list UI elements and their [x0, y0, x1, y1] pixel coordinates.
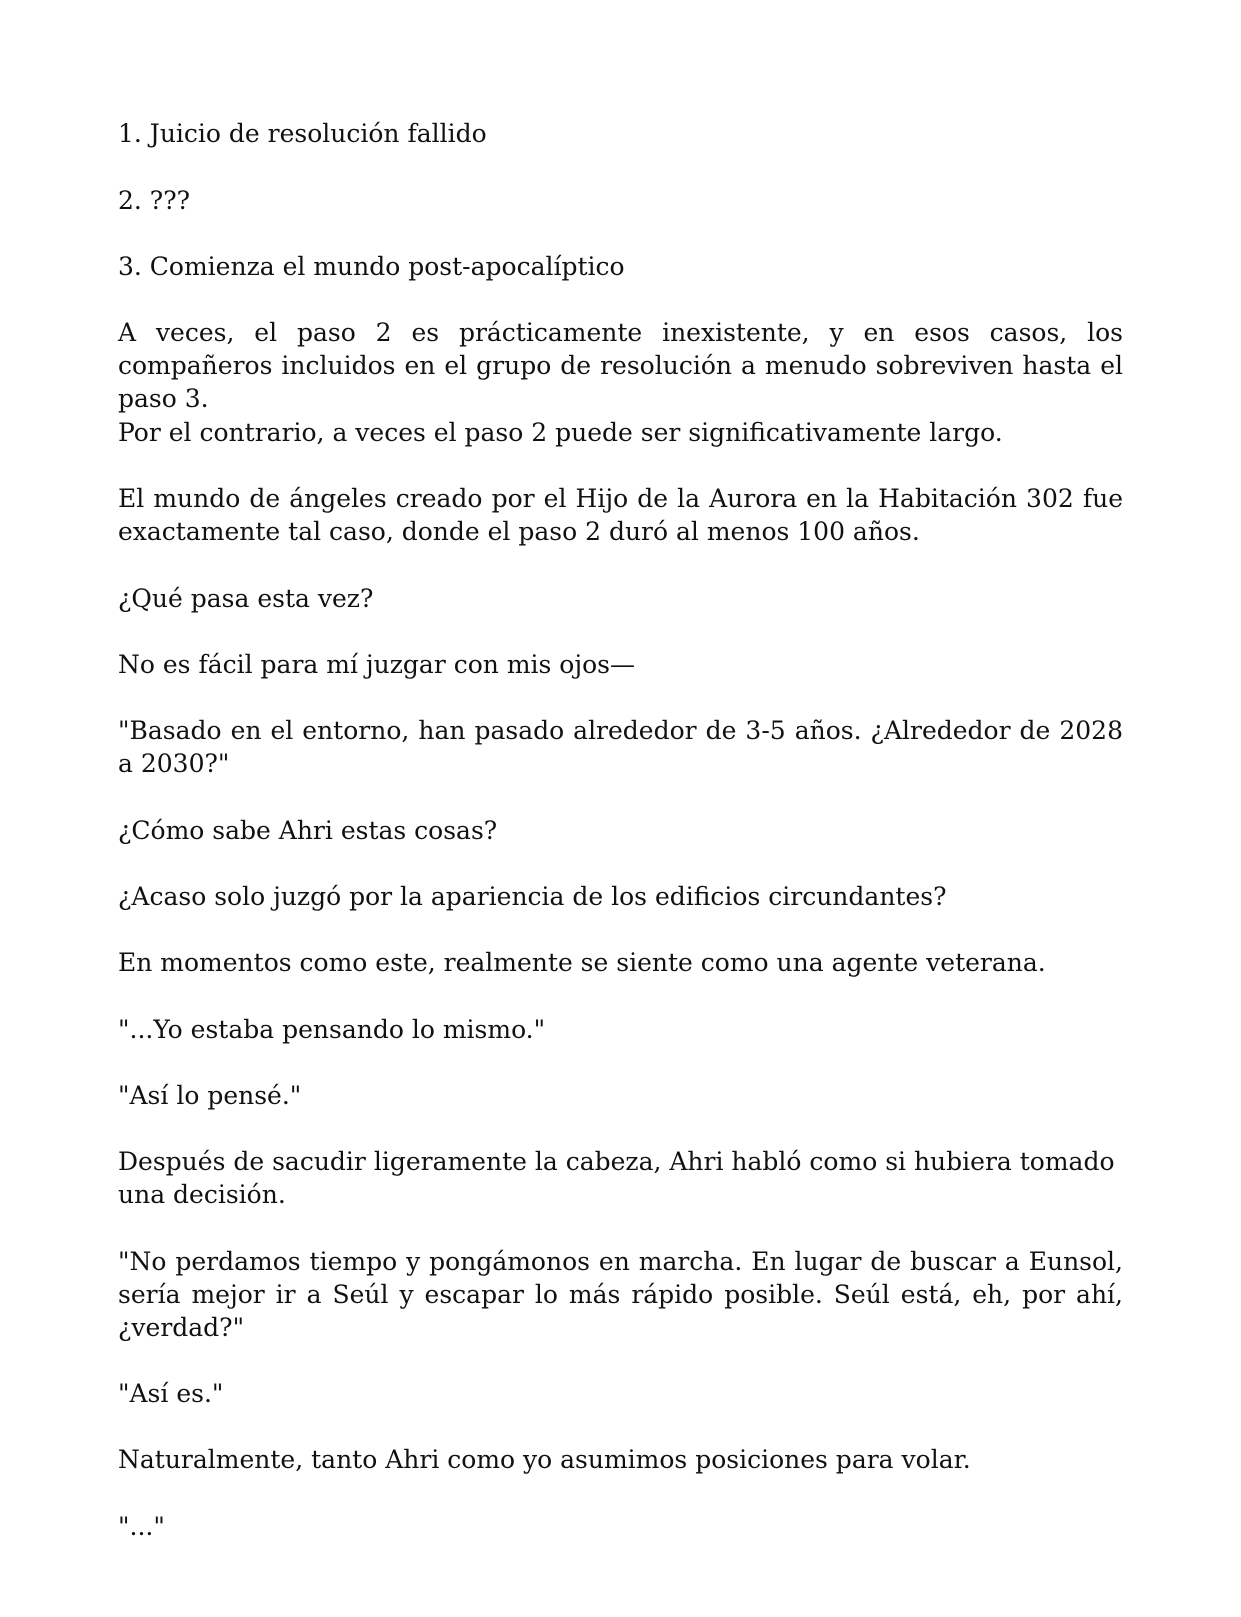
paragraph: Por el contrario, a veces el paso 2 puede ser significativamente largo.	[118, 418, 1003, 447]
list-item-1: 1. Juicio de resolución fallido	[118, 119, 487, 148]
paragraph: Después de sacudir ligeramente la cabeza, Ahri habló como si hubiera tomado una decisión.	[118, 1147, 1115, 1209]
dialogue-paragraph: "...Yo estaba pensando lo mismo."	[118, 1015, 546, 1044]
paragraph: El mundo de ángeles creado por el Hijo de la Aurora en la Habitación 302 fue exactamente tal caso, donde el paso 2 duró al menos 100 años.	[118, 484, 1123, 546]
paragraph: Naturalmente, tanto Ahri como yo asumimos posiciones para volar.	[118, 1445, 971, 1474]
dialogue-paragraph: "Basado en el entorno, han pasado alrededor de 3-5 años. ¿Alrededor de 2028 a 2030?"	[118, 716, 1123, 778]
dialogue-paragraph: "..."	[118, 1512, 165, 1541]
list-item-2: 2. ???	[118, 186, 191, 215]
dialogue-paragraph: "No perdamos tiempo y pongámonos en marcha. En lugar de buscar a Eunsol, sería mejor ir a Seúl y escapar lo más rápido posible. Seúl está, eh, por ahí, ¿verdad?"	[118, 1247, 1123, 1342]
paragraph: No es fácil para mí juzgar con mis ojos—	[118, 650, 635, 679]
dialogue-paragraph: "Así lo pensé."	[118, 1081, 302, 1110]
paragraph: ¿Acaso solo juzgó por la apariencia de los edificios circundantes?	[118, 882, 947, 911]
dialogue-paragraph: "Así es."	[118, 1379, 224, 1408]
paragraph: En momentos como este, realmente se siente como una agente veterana.	[118, 948, 1046, 977]
paragraph: ¿Cómo sabe Ahri estas cosas?	[118, 816, 498, 845]
paragraph: A veces, el paso 2 es prácticamente inexistente, y en esos casos, los compañeros incluidos en el grupo de resolución a menudo sobreviven hasta el paso 3.	[118, 318, 1123, 413]
paragraph: ¿Qué pasa esta vez?	[118, 584, 374, 613]
list-item-3: 3. Comienza el mundo post-apocalíptico	[118, 252, 625, 281]
